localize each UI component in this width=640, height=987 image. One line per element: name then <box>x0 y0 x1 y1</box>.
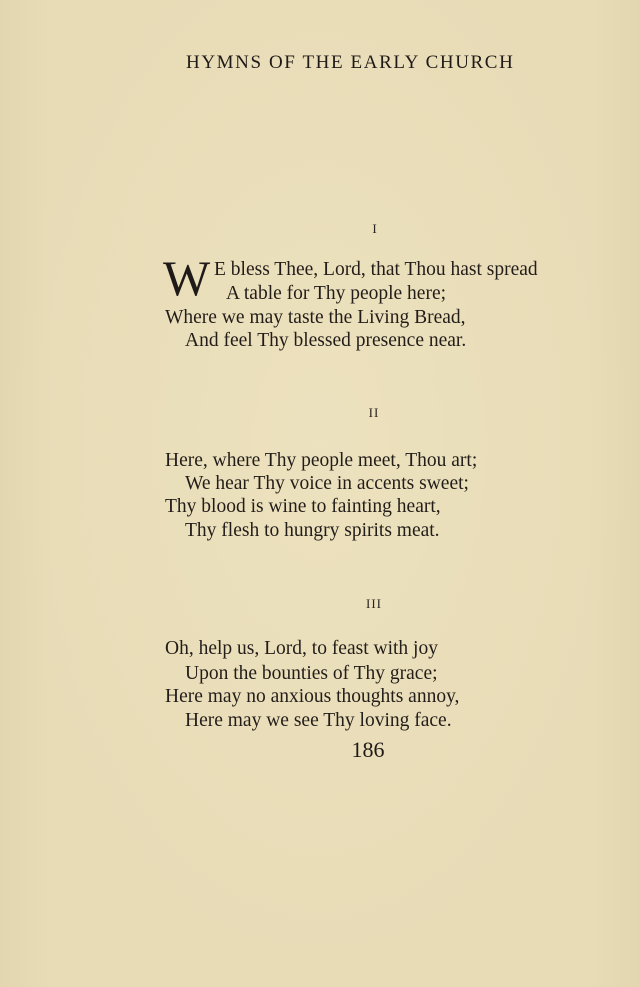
verse-line: And feel Thy blessed presence near. <box>185 330 467 351</box>
verse-line: Where we may taste the Living Bread, <box>165 307 466 328</box>
verse-line: E bless Thee, Lord, that Thou hast spread <box>214 259 538 280</box>
verse-line: Here may we see Thy loving face. <box>185 710 452 731</box>
stanza-numeral: III <box>366 596 382 611</box>
stanza-numeral: I <box>372 221 378 236</box>
drop-cap: W <box>163 250 211 306</box>
verse-line: Thy blood is wine to fainting heart, <box>165 496 441 517</box>
page-number: 186 <box>351 737 385 762</box>
verse-line: Thy flesh to hungry spirits meat. <box>185 520 440 541</box>
verse-line: A table for Thy people here; <box>226 283 447 304</box>
verse-line: Here, where Thy people meet, Thou art; <box>165 450 478 471</box>
verse-line: Here may no anxious thoughts annoy, <box>165 686 460 707</box>
verse-line: Upon the bounties of Thy grace; <box>185 663 438 684</box>
verse-line: Oh, help us, Lord, to feast with joy <box>165 638 438 659</box>
stanza-numeral: II <box>368 405 380 420</box>
verse-line: We hear Thy voice in accents sweet; <box>185 473 469 494</box>
running-head: HYMNS OF THE EARLY CHURCH <box>186 52 515 73</box>
